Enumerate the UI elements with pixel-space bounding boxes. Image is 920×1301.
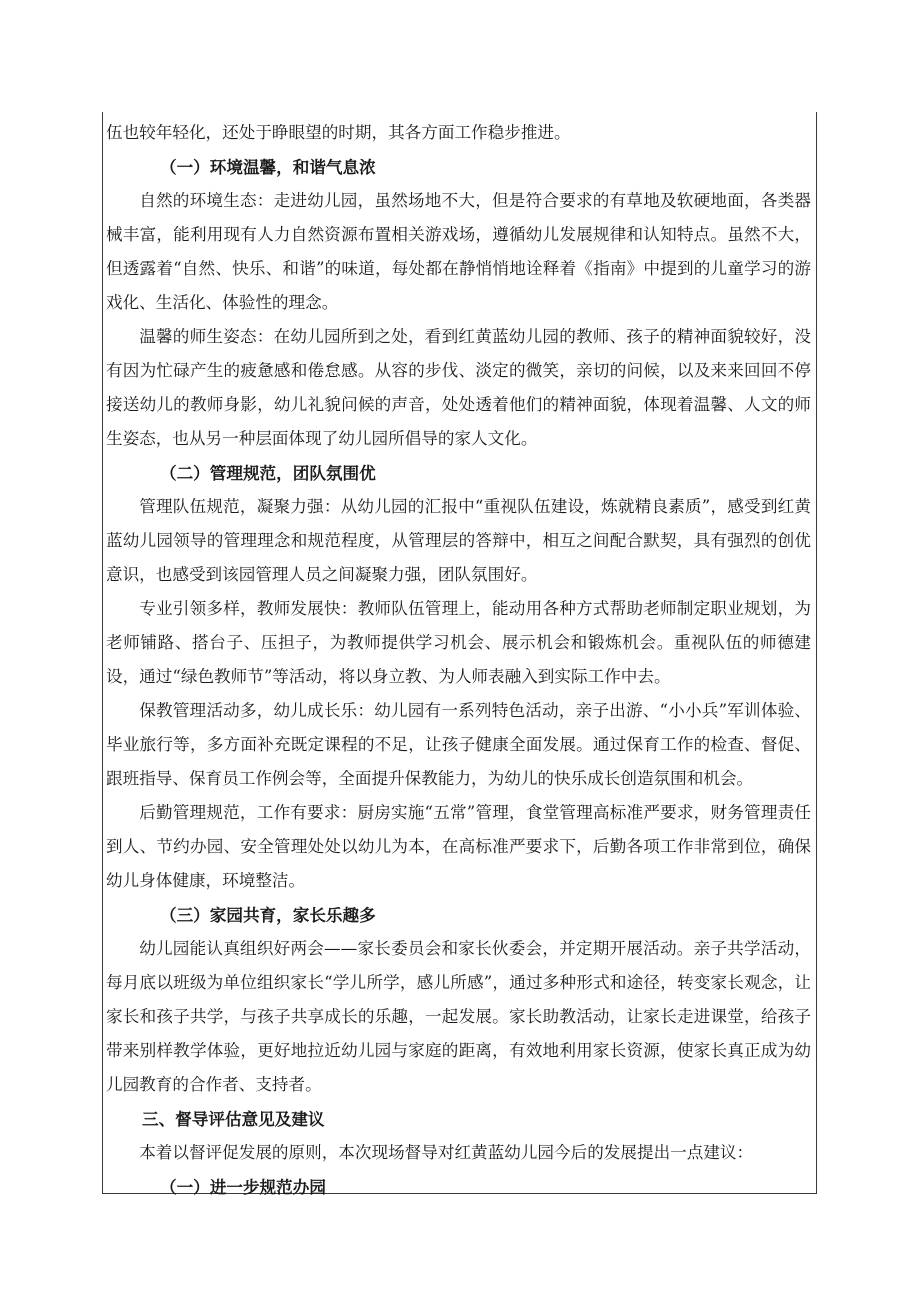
paragraph-parents: 幼儿园能认真组织好两会——家长委员会和家长伙委会，并定期开展活动。亲子共学活动，每月底以班级为单位组织家长“学儿所学，感儿所感”，通过多种形式和途径，转变家长观念，让家长和孩子共学，与孩子共享成长的乐趣，一起发展。家长助教活动，让家长走进课堂，给孩子带来别样教学体验，更好地拉近幼儿园与家庭的距离，有效地利用家长资源，使家长真正成为幼儿园教育的合作者、支持者。	[106, 939, 811, 1094]
paragraph-logistics: 后勤管理规范，工作有要求：厨房实施“五常”管理，食堂管理高标准严要求，财务管理责任到人、节约办园、安全管理处处以幼儿为本，在高标准严要求下，后勤各项工作非常到位，确保幼儿身体健康，环境整洁。	[106, 803, 811, 890]
paragraph-suggestion-intro: 本着以督评促发展的原则，本次现场督导对红黄蓝幼儿园今后的发展提出一点建议：	[139, 1143, 754, 1162]
paragraph-natural-environment: 自然的环境生态：走进幼儿园，虽然场地不大，但是符合要求的有草地及软硬地面，各类器械丰富，能利用现有人力自然资源布置相关游戏场，遵循幼儿发展规律和认知特点。虽然不大，但透露着“自然、快乐、和谐”的味道，每处都在静悄悄地诠释着《指南》中提到的儿童学习的游戏化、生活化、体验性的理念。	[106, 191, 811, 312]
paragraph-continued: 伍也较年轻化，还处于睁眼望的时期，其各方面工作稳步推进。	[106, 123, 571, 142]
paragraph-teacher-student: 温馨的师生姿态：在幼儿园所到之处，看到红黄蓝幼儿园的教师、孩子的精神面貌较好，没有因为忙碌产生的疲惫感和倦怠感。从容的步伐、淡定的微笑，亲切的问候，以及来来回回不停接送幼儿的教师身影，幼儿礼貌问候的声音，处处透着他们的精神面貌，体现着温馨、人文的师生姿态，也从另一种层面体现了幼儿园所倡导的家人文化。	[106, 327, 811, 448]
paragraph-care-education: 保教管理活动多，幼儿成长乐：幼儿园有一系列特色活动，亲子出游、“小小兵”军训体验、毕业旅行等，多方面补充既定课程的不足，让孩子健康全面发展。通过保育工作的检查、督促、跟班指导、保育员工作例会等，全面提升保教能力，为幼儿的快乐成长创造氛围和机会。	[106, 701, 811, 788]
heading-environment: （一）环境温馨，和谐气息浓	[160, 157, 376, 177]
heading-management: （二）管理规范，团队氛围优	[160, 463, 376, 483]
paragraph-professional-guidance: 专业引领多样，教师发展快：教师队伍管理上，能动用各种方式帮助老师制定职业规划，为老师铺路、搭台子、压担子，为教师提供学习机会、展示机会和锻炼机会。重视队伍的师德建设，通过“绿色教师节”等活动，将以身立教、为人师表融入到实际工作中去。	[106, 599, 811, 686]
heading-standardize: （一）进一步规范办园	[160, 1177, 326, 1197]
heading-home-school: （三）家园共育，家长乐趣多	[160, 905, 376, 925]
heading-section-three: 三、督导评估意见及建议	[142, 1109, 325, 1129]
document-body	[106, 116, 811, 1204]
paragraph-management-team: 管理队伍规范，凝聚力强：从幼儿园的汇报中“重视队伍建设，炼就精良素质”，感受到红黄蓝幼儿园领导的管理理念和规范程度，从管理层的答辩中，相互之间配合默契，具有强烈的创优意识，也感受到该园管理人员之间凝聚力强，团队氛围好。	[106, 497, 811, 584]
